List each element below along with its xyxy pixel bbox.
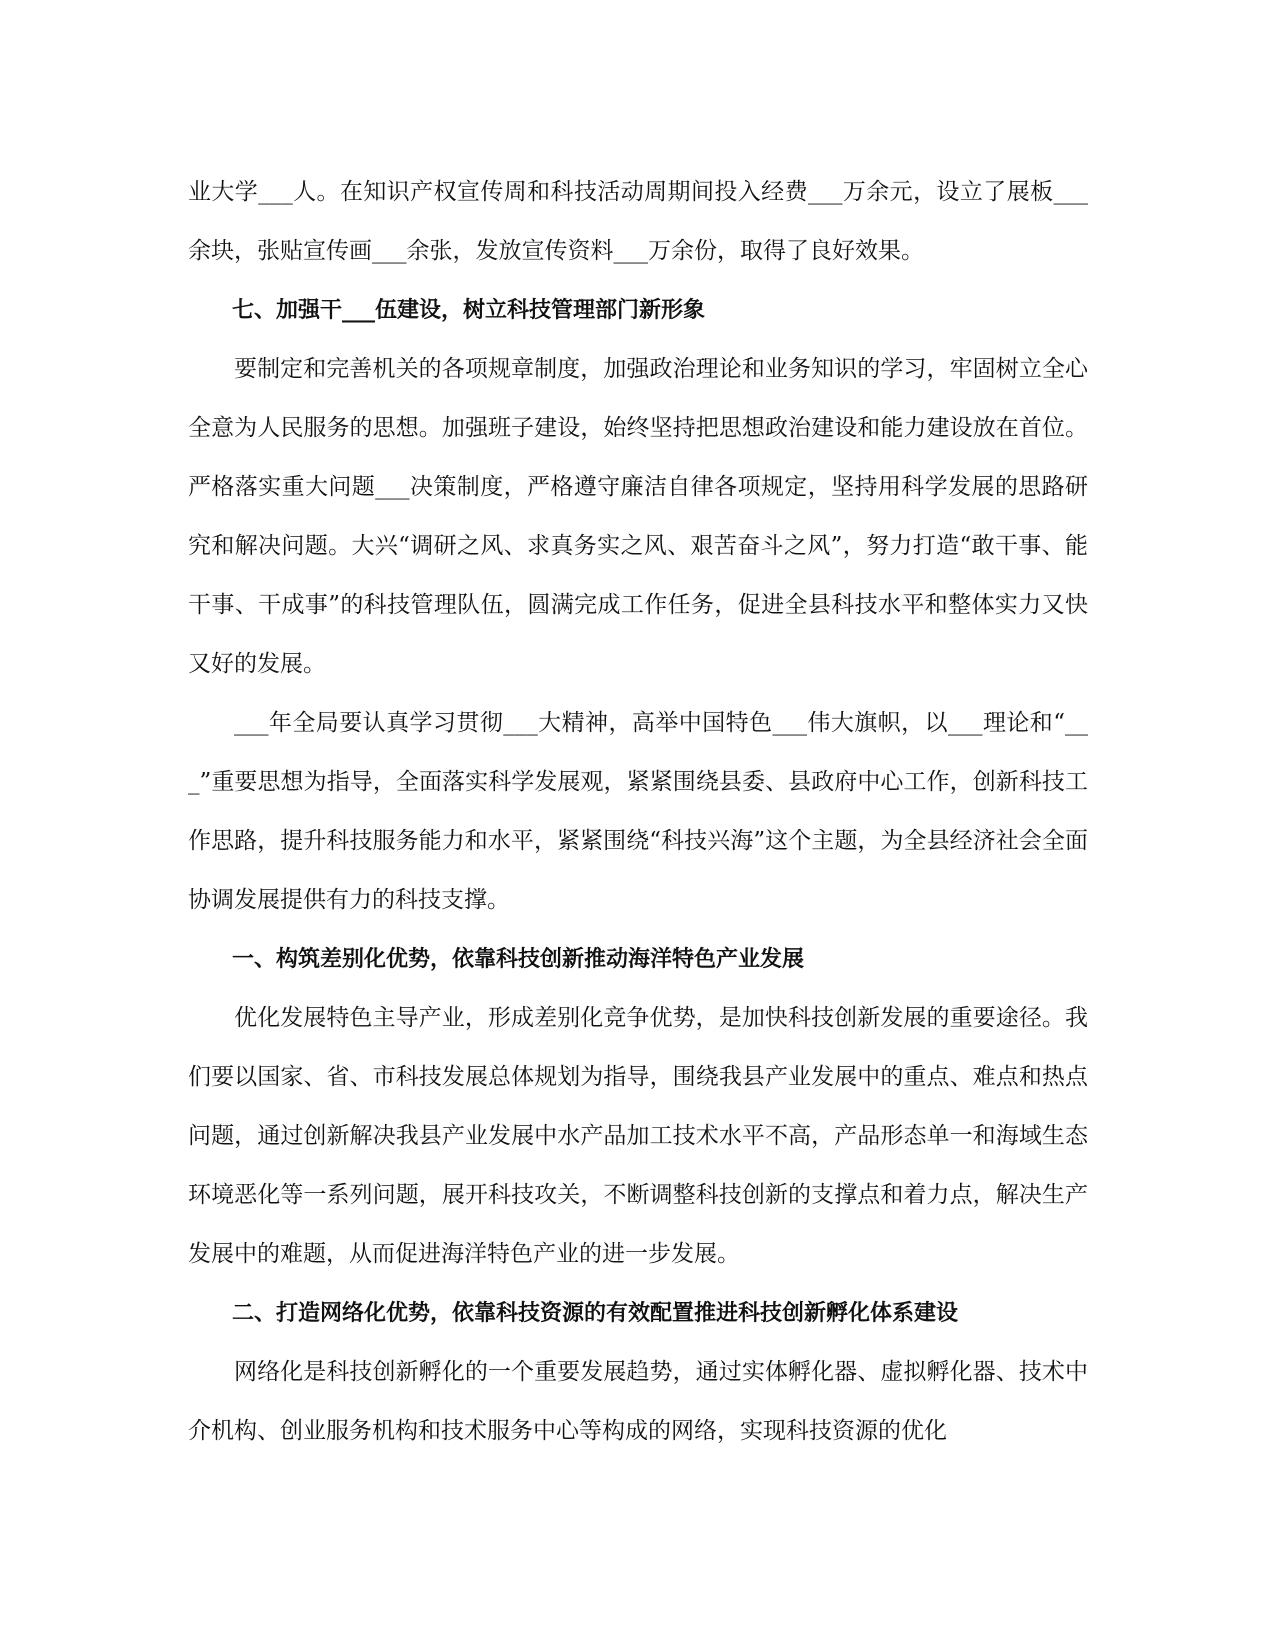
paragraph-incubation-network: 网络化是科技创新孵化的一个重要发展趋势，通过实体孵化器、虚拟孵化器、技术中介机构、创业服务机构和技术服务中心等构成的网络，实现科技资源的优化 [188, 1359, 1088, 1444]
section-heading-2: 二、打造网络化优势，依靠科技资源的有效配置推进科技创新孵化体系建设 [232, 1301, 959, 1326]
section-heading-1: 一、构筑差别化优势，依靠科技创新推动海洋特色产业发展 [232, 947, 805, 972]
paragraph-industry-development: 优化发展特色主导产业，形成差别化竞争优势，是加快科技创新发展的重要途径。我们要以国家、省、市科技发展总体规划为指导，围绕我县产业发展中的重点、难点和热点问题，通过创新解决我县产业发展中水产品加工技术水平不高，产品形态单一和海域生态环境恶化等一系列问题，展开科技攻关，不断调整科技创新的支撑点和着力点，解决生产发展中的难题，从而促进海洋特色产业的进一步发展。 [188, 1005, 1088, 1267]
document-page [188, 163, 1088, 1461]
paragraph-continuation: 业大学___人。在知识产权宣传周和科技活动周期间投入经费___万余元，设立了展板___余块，张贴宣传画___余张，发放宣传资料___万余份，取得了良好效果。 [188, 179, 1088, 264]
section-heading-7: 七、加强干___伍建设，树立科技管理部门新形象 [232, 298, 706, 323]
paragraph-team-building: 要制定和完善机关的各项规章制度，加强政治理论和业务知识的学习，牢固树立全心全意为人民服务的思想。加强班子建设，始终坚持把思想政治建设和能力建设放在首位。严格落实重大问题___决策制度，严格遵守廉洁自律各项规定，坚持用科学发展的思路研究和解决问题。大兴“调研之风、求真务实之风、艰苦奋斗之风”，努力打造“敢干事、能干事、干成事”的科技管理队伍，圆满完成工作任务，促进全县科技水平和整体实力又快又好的发展。 [188, 356, 1088, 677]
paragraph-annual-plan: ___年全局要认真学习贯彻___大精神，高举中国特色___伟大旗帜，以___理论和“___”重要思想为指导，全面落实科学发展观，紧紧围绕县委、县政府中心工作，创新科技工作思路，提升科技服务能力和水平，紧紧围绕“科技兴海”这个主题，为全县经济社会全面协调发展提供有力的科技支撑。 [188, 710, 1088, 913]
